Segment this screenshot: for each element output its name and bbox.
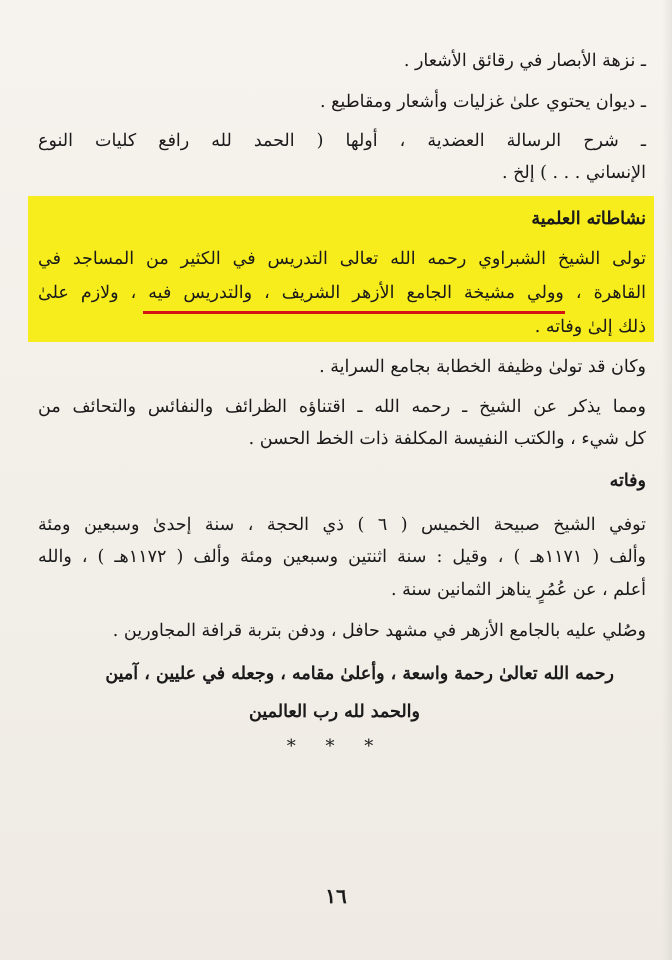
list-item-2: ـ ديوان يحتوي علىٰ غزليات وأشعار ومقاطيع . <box>319 92 646 112</box>
page-number: ١٦ <box>325 884 347 908</box>
death-line-3: أعلم ، عن عُمُرٍ يناهز الثمانين سنة . <box>391 580 646 600</box>
closing-praise: والحمد لله رب العالمين <box>249 702 420 722</box>
activities-line-3: ذلك إلىٰ وفاته . <box>534 317 646 337</box>
paragraph-sermon: وكان قد تولىٰ وظيفة الخطابة بجامع السراية . <box>319 357 646 377</box>
death-line-1: توفي الشيخ صبيحة الخميس ( ٦ ) ذي الحجة ، سنة إحدىٰ وسبعين ومئة <box>38 515 646 535</box>
list-item-3-continued: الإنساني . . . ) إلخ . <box>501 163 646 183</box>
closing-prayer: رحمه الله تعالىٰ رحمة واسعة ، وأعلىٰ مقامه ، وجعله في عليين ، آمين <box>105 664 614 684</box>
paragraph-collection-line-2: كل شيء ، والكتب النفيسة المكلفة ذات الخط الحسن . <box>248 429 646 449</box>
section-separator-stars: * * * <box>286 736 386 757</box>
list-item-1: ـ نزهة الأبصار في رقائق الأشعار . <box>403 51 646 71</box>
paragraph-collection-line-1: ومما يذكر عن الشيخ ـ رحمه الله ـ اقتناؤه الظرائف والنفائس والتحائف من <box>38 397 646 417</box>
page-edge-shadow <box>662 0 672 960</box>
list-item-3: ـ شرح الرسالة العضدية ، أولها ( الحمد لله رافع كليات النوع <box>38 131 646 151</box>
death-line-2: وألف ( ١١٧١هـ ) ، وقيل : سنة اثنتين وسبعين ومئة وألف ( ١١٧٢هـ ) ، والله <box>38 547 647 567</box>
section-heading-death: وفاته <box>609 471 646 491</box>
section-heading-activities: نشاطاته العلمية <box>531 209 646 229</box>
activities-line-1: تولى الشيخ الشبراوي رحمه الله تعالى التدريس في الكثير من المساجد في <box>38 249 646 269</box>
death-line-4: وصُلي عليه بالجامع الأزهر في مشهد حافل ، ودفن بتربة قرافة المجاورين . <box>112 621 646 641</box>
activities-line-2: القاهرة ، وولي مشيخة الجامع الأزهر الشريف ، والتدريس فيه ، ولازم علىٰ <box>38 283 646 303</box>
red-underline <box>143 311 565 314</box>
